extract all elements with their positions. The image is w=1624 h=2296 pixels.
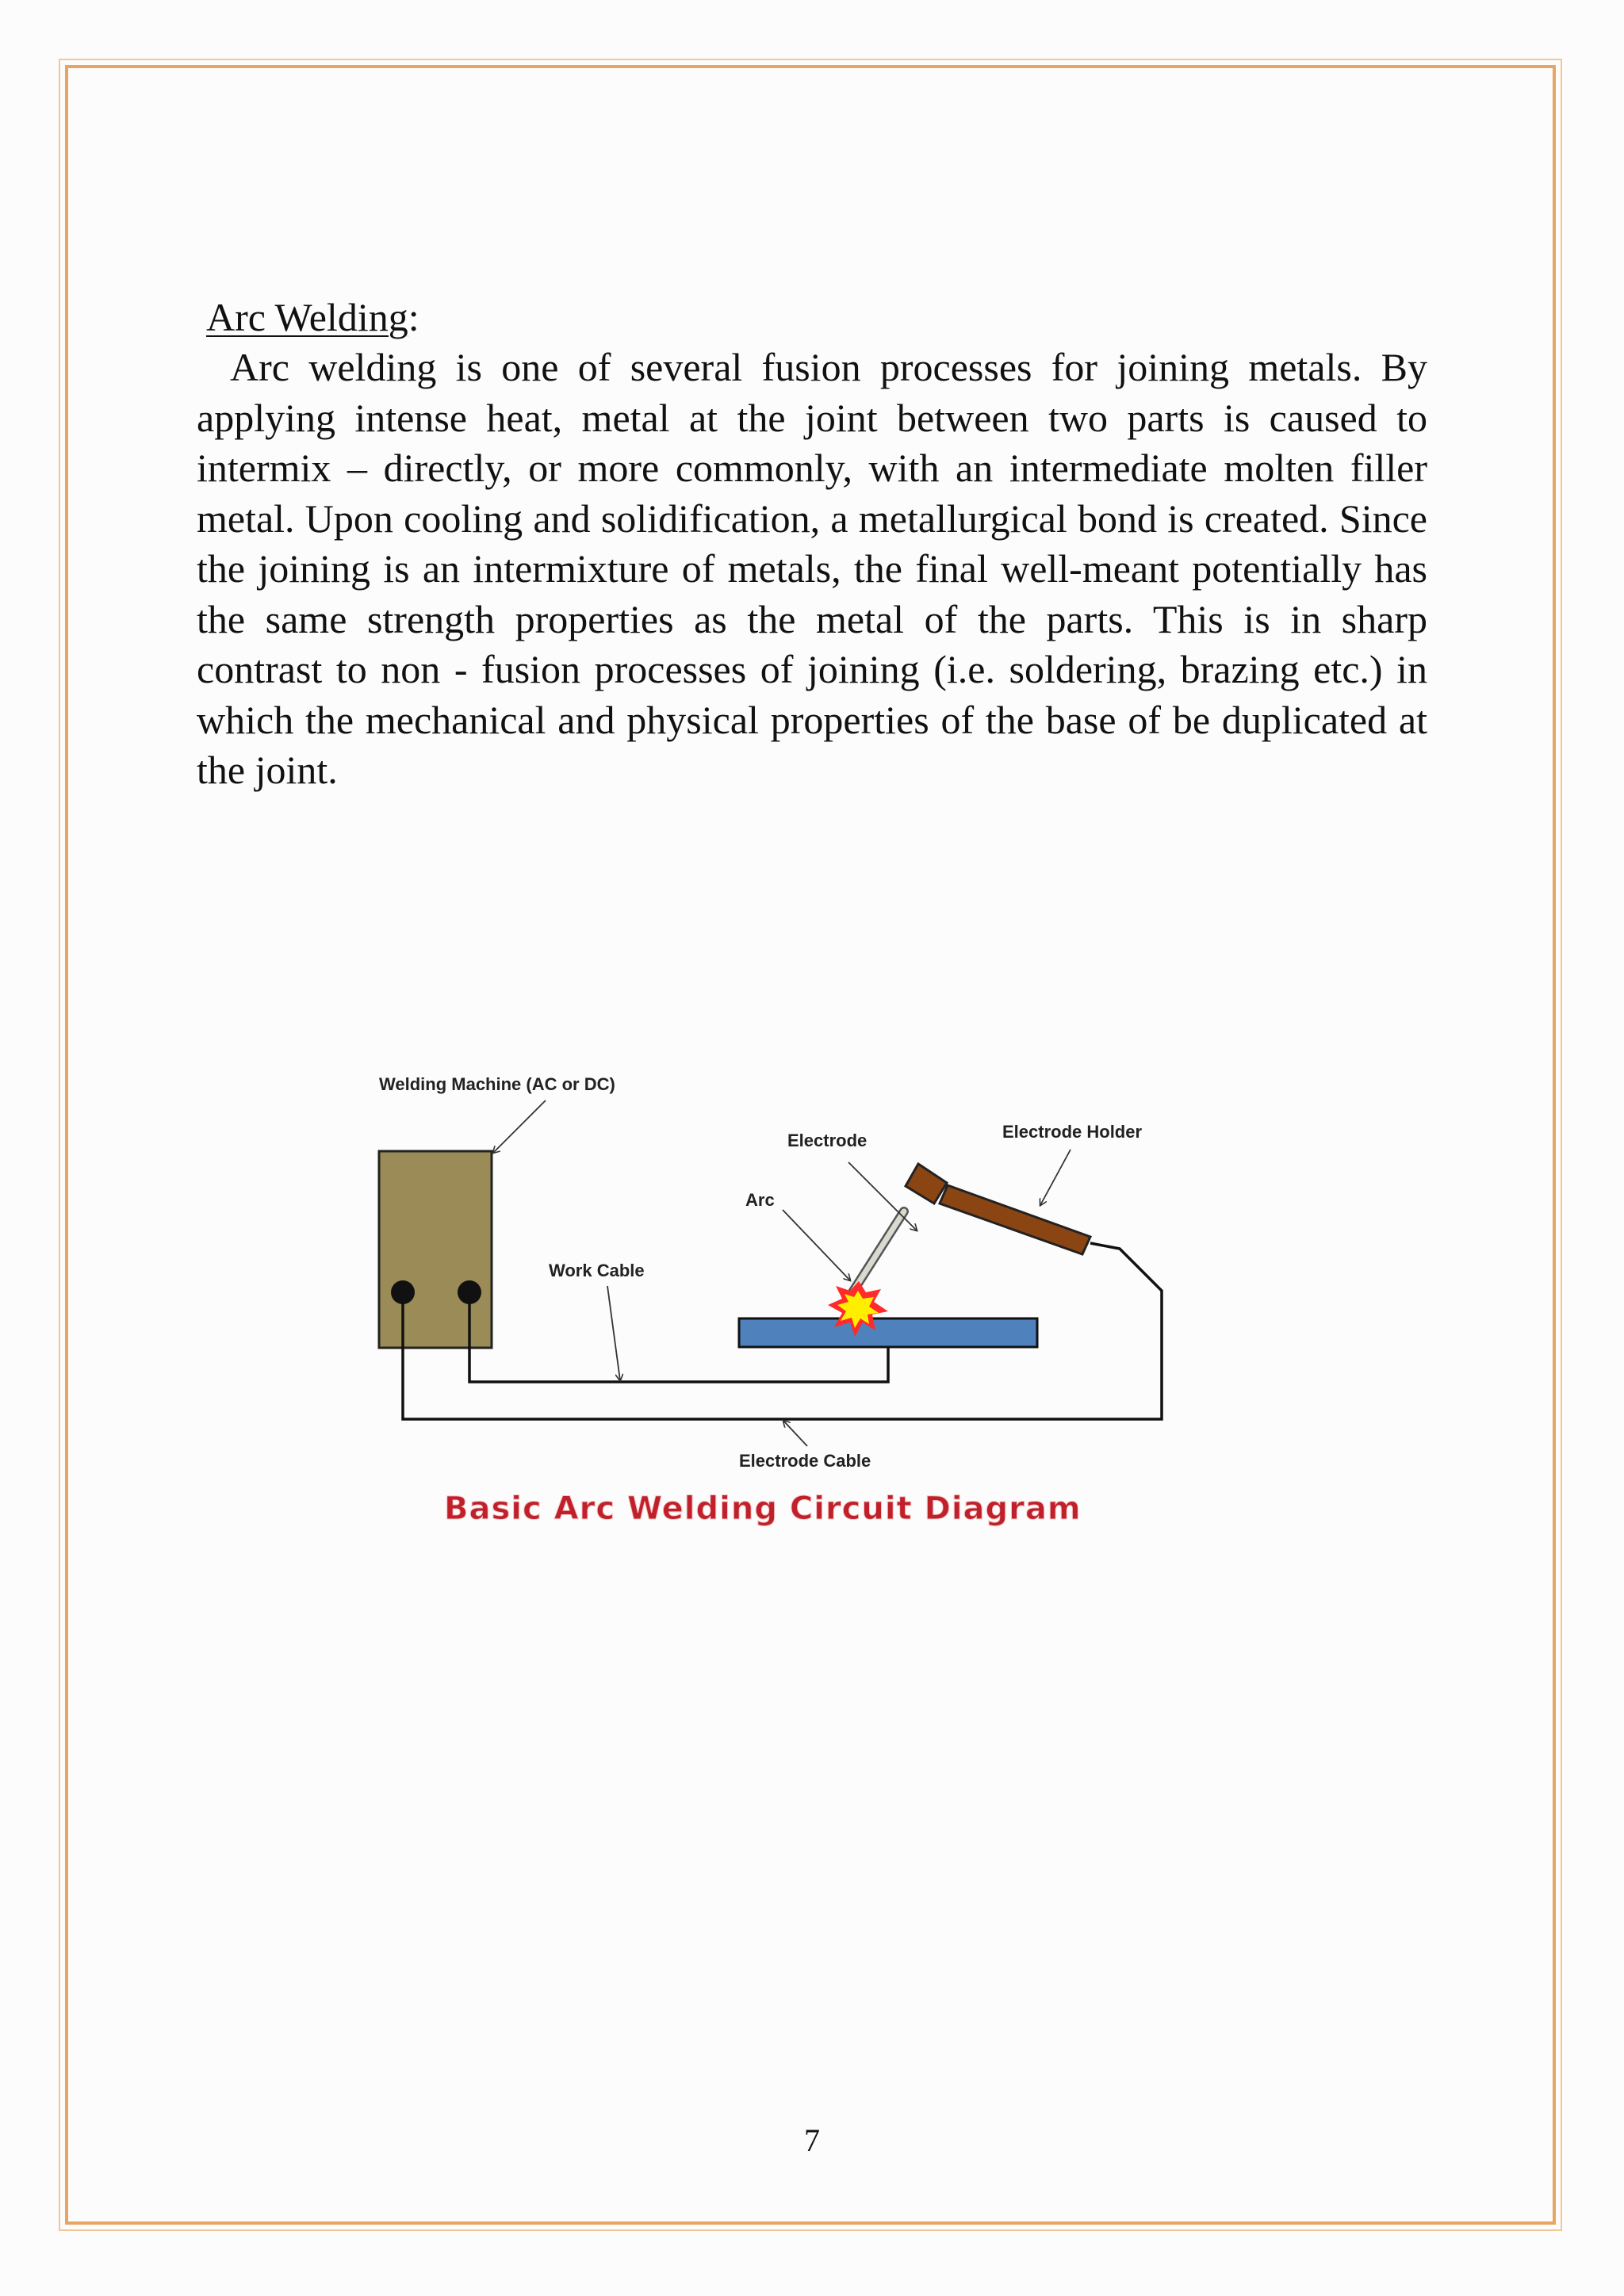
electrode-arrow (848, 1162, 917, 1230)
arc-welding-circuit-diagram (349, 1054, 1269, 1546)
work-cable-arrow (607, 1286, 620, 1380)
section-paragraph: Arc welding is one of several fusion processes for joining metals. By applying intense heat, metal at the joint between two parts is caused to intermix – directly, or more commonly, with an intermediate molten filler metal. Upon cooling and solidification, a metallurgical bond is created. Since the joining is an intermixture of metals, the final well-meant potentially has the same strength properties as the metal of the parts. This is in sharp contrast to non - fusion processes of joining (i.e. soldering, brazing etc.) in which the mechanical and physical properties of the base of be duplicated at the joint. (197, 345, 1427, 792)
section-heading (206, 292, 419, 342)
label-work-cable: Work Cable (549, 1261, 645, 1280)
electrode-holder (906, 1164, 1090, 1254)
diagram-caption: Basic Arc Welding Circuit Diagram (444, 1490, 1082, 1527)
label-welding-machine: Welding Machine (AC or DC) (379, 1074, 615, 1094)
label-electrode-holder: Electrode Holder (1002, 1122, 1143, 1142)
section-title: Arc Welding (206, 295, 408, 339)
electrode-holder-arrow (1040, 1150, 1071, 1205)
label-arc: Arc (745, 1190, 775, 1210)
workpiece-plate (739, 1318, 1037, 1347)
welding-machine (379, 1151, 492, 1348)
label-electrode-cable: Electrode Cable (739, 1451, 871, 1471)
arc-arrow (783, 1210, 850, 1280)
page-number: 7 (804, 2122, 820, 2158)
welding-machine-arrow (493, 1100, 546, 1153)
electrode-cable-arrow (783, 1421, 807, 1446)
section-title-colon: : (408, 295, 419, 339)
label-electrode: Electrode (787, 1131, 868, 1150)
